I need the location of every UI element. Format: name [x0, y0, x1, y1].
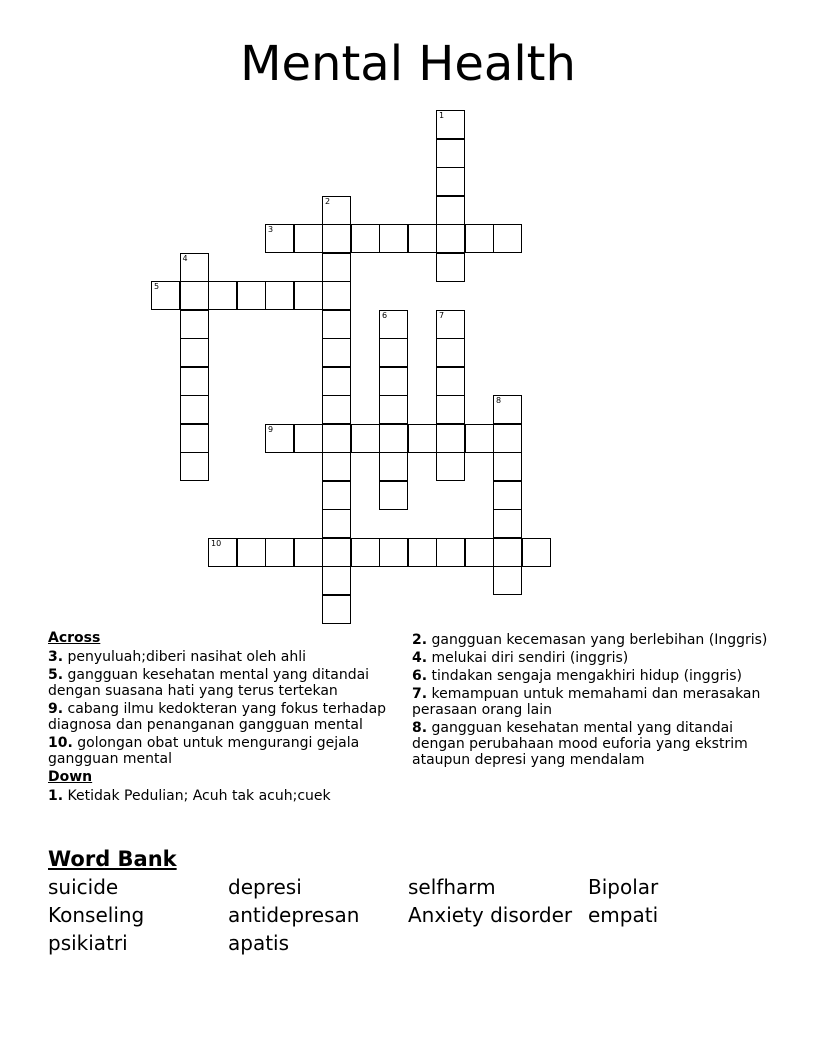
grid-cell[interactable] [436, 167, 465, 196]
grid-cell[interactable] [151, 281, 180, 310]
word-bank-item: depresi [228, 875, 302, 899]
grid-cell[interactable] [436, 367, 465, 396]
word-bank-item: Anxiety disorder [408, 903, 573, 927]
word-bank-item: antidepresan [228, 903, 360, 927]
grid-cell[interactable] [322, 566, 351, 595]
grid-cell[interactable] [379, 310, 408, 339]
grid-cell[interactable] [351, 224, 380, 253]
grid-cell[interactable] [237, 281, 266, 310]
grid-cell[interactable] [379, 224, 408, 253]
clue-down-8: 8. gangguan kesehatan mental yang ditandai dengan perubahaan mood euforia yang ekstrim ataupun depresi yang mendalam [412, 720, 748, 768]
clue-number: 7 [439, 310, 445, 320]
word-bank-item: apatis [228, 931, 290, 955]
grid-cell[interactable] [379, 367, 408, 396]
down-heading: Down [48, 769, 93, 785]
word-bank-title: Word Bank [48, 847, 177, 871]
clue-number: 10 [211, 538, 222, 548]
grid-cell[interactable] [379, 452, 408, 481]
puzzle-title: Mental Health [240, 36, 576, 92]
grid-cell[interactable] [436, 338, 465, 367]
grid-cell[interactable] [379, 538, 408, 567]
grid-cell[interactable] [436, 224, 465, 253]
grid-cell[interactable] [379, 395, 408, 424]
grid-cell[interactable] [265, 224, 294, 253]
grid-cell[interactable] [322, 281, 351, 310]
grid-cell[interactable] [522, 538, 551, 567]
grid-cell[interactable] [237, 538, 266, 567]
grid-cell[interactable] [322, 595, 351, 624]
grid-cell[interactable] [322, 253, 351, 282]
clue-down-6: 6. tindakan sengaja mengakhiri hidup (inggris) [412, 668, 742, 684]
grid-cell[interactable] [493, 566, 522, 595]
grid-cell[interactable] [322, 224, 351, 253]
grid-cell[interactable] [322, 367, 351, 396]
word-bank-item: selfharm [408, 875, 496, 899]
clue-down-1: 1. Ketidak Pedulian; Acuh tak acuh;cuek [48, 788, 331, 804]
grid-cell[interactable] [436, 538, 465, 567]
clue-across-9: 9. cabang ilmu kedokteran yang fokus terhadap diagnosa dan penanganan gangguan mental [48, 701, 387, 733]
grid-cell[interactable] [436, 395, 465, 424]
word-bank [48, 873, 768, 957]
grid-cell[interactable] [180, 310, 209, 339]
clue-number: 3 [268, 225, 274, 234]
word-bank-item: Bipolar [588, 875, 659, 899]
grid-cell[interactable] [322, 538, 351, 567]
grid-cell[interactable] [493, 481, 522, 510]
grid-cell[interactable] [408, 224, 437, 253]
grid-cell[interactable] [493, 395, 522, 424]
clue-down-2: 2. gangguan kecemasan yang berlebihan (Inggris) [412, 632, 768, 648]
grid-cell[interactable] [265, 424, 294, 453]
grid-cell[interactable] [322, 196, 351, 225]
clue-number: 6 [382, 310, 388, 320]
grid-cell[interactable] [294, 281, 323, 310]
grid-cell[interactable] [493, 424, 522, 453]
grid-cell[interactable] [408, 424, 437, 453]
clue-down-7: 7. kemampuan untuk memahami dan merasakan perasaan orang lain [412, 686, 761, 718]
grid-cell[interactable] [180, 253, 209, 282]
grid-cell[interactable] [379, 338, 408, 367]
clue-across-5: 5. gangguan kesehatan mental yang ditandai dengan suasana hati yang terus tertekan [48, 667, 370, 699]
grid-cell[interactable] [322, 509, 351, 538]
grid-cell[interactable] [322, 338, 351, 367]
grid-cell[interactable] [436, 310, 465, 339]
clue-number: 8 [496, 396, 502, 405]
clues-left-column [48, 630, 393, 806]
grid-cell[interactable] [493, 224, 522, 253]
grid-cell[interactable] [493, 509, 522, 538]
grid-cell[interactable] [436, 139, 465, 168]
clue-number: 5 [154, 282, 160, 291]
grid-cell[interactable] [208, 281, 237, 310]
grid-cell[interactable] [436, 110, 465, 139]
clues-right-column [412, 630, 772, 770]
grid-cell[interactable] [351, 538, 380, 567]
grid-cell[interactable] [180, 395, 209, 424]
grid-cell[interactable] [322, 424, 351, 453]
grid-cell[interactable] [180, 281, 209, 310]
grid-cell[interactable] [322, 452, 351, 481]
across-heading: Across [48, 630, 101, 646]
grid-cell[interactable] [322, 310, 351, 339]
grid-cell[interactable] [465, 424, 494, 453]
grid-cell[interactable] [208, 538, 237, 567]
grid-cell[interactable] [436, 196, 465, 225]
grid-cell[interactable] [180, 424, 209, 453]
grid-cell[interactable] [294, 424, 323, 453]
word-bank-item: psikiatri [48, 931, 128, 955]
clue-number: 9 [268, 424, 274, 434]
grid-cell[interactable] [294, 224, 323, 253]
grid-cell[interactable] [379, 424, 408, 453]
clue-number: 1 [439, 111, 445, 120]
grid-cell[interactable] [493, 538, 522, 567]
grid-cell[interactable] [436, 452, 465, 481]
grid-cell[interactable] [465, 538, 494, 567]
word-bank-item: Konseling [48, 903, 145, 927]
grid-cell[interactable] [180, 338, 209, 367]
word-bank-item: empati [588, 903, 659, 927]
grid-cell[interactable] [322, 395, 351, 424]
grid-cell[interactable] [351, 424, 380, 453]
grid-cell[interactable] [294, 538, 323, 567]
clue-down-4: 4. melukai diri sendiri (inggris) [412, 650, 629, 666]
grid-cell[interactable] [265, 538, 294, 567]
word-bank-item: suicide [48, 875, 119, 899]
grid-cell[interactable] [493, 452, 522, 481]
clue-across-3: 3. penyuluah;diberi nasihat oleh ahli [48, 649, 307, 665]
clue-number: 2 [325, 196, 331, 206]
grid-cell[interactable] [180, 367, 209, 396]
grid-cell[interactable] [322, 481, 351, 510]
grid-cell[interactable] [436, 424, 465, 453]
clue-across-10: 10. golongan obat untuk mengurangi gejala gangguan mental [48, 735, 360, 767]
grid-cell[interactable] [265, 281, 294, 310]
grid-cell[interactable] [408, 538, 437, 567]
grid-cell[interactable] [180, 452, 209, 481]
clue-number: 4 [182, 253, 188, 263]
grid-cell[interactable] [436, 253, 465, 282]
grid-cell[interactable] [379, 481, 408, 510]
grid-cell[interactable] [465, 224, 494, 253]
